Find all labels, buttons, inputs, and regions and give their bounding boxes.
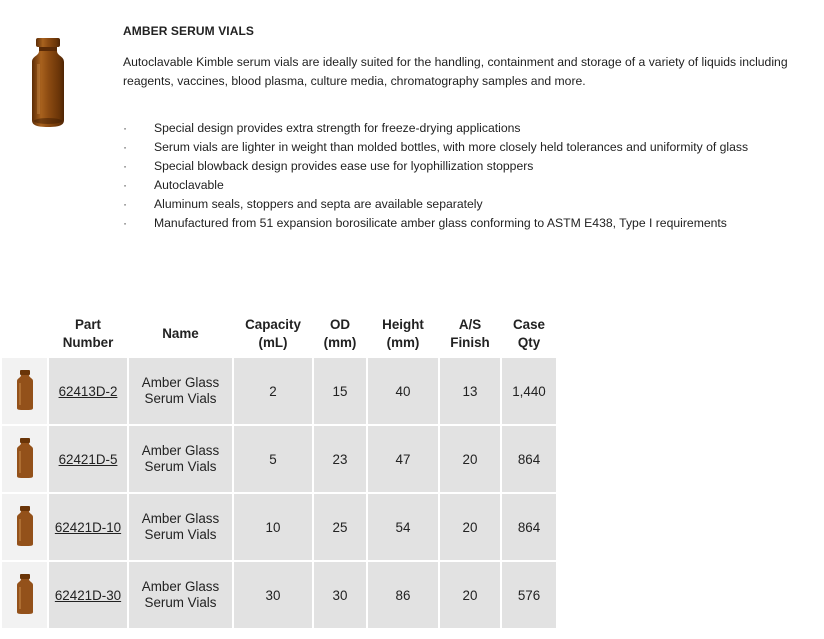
case-qty-cell: 864 bbox=[502, 494, 556, 560]
part-number-cell[interactable] bbox=[49, 358, 127, 424]
height-cell: 86 bbox=[368, 562, 438, 628]
header-name: Name bbox=[129, 312, 232, 356]
feature-text: Manufactured from 51 expansion borosilicate amber glass conforming to ASTM E438, Type I requirements bbox=[154, 216, 727, 230]
name-cell: Amber Glass Serum Vials bbox=[129, 562, 232, 628]
name-cell: Amber Glass Serum Vials bbox=[129, 426, 232, 492]
table-row bbox=[2, 358, 556, 424]
bullet: · bbox=[123, 121, 128, 135]
height-cell: 40 bbox=[368, 358, 438, 424]
list-item bbox=[123, 157, 748, 176]
name-cell: Amber Glass Serum Vials bbox=[129, 358, 232, 424]
vial-thumbnail-icon bbox=[2, 562, 47, 628]
list-item bbox=[123, 119, 748, 138]
part-number-link[interactable]: 62413D-2 bbox=[58, 383, 118, 399]
height-cell: 47 bbox=[368, 426, 438, 492]
header-thumbnail bbox=[2, 312, 47, 356]
header-part-number: Part Number bbox=[49, 312, 127, 356]
capacity-cell: 10 bbox=[234, 494, 312, 560]
bullet: · bbox=[123, 159, 128, 173]
page-title: AMBER SERUM VIALS bbox=[123, 24, 255, 38]
od-cell: 23 bbox=[314, 426, 366, 492]
od-cell: 15 bbox=[314, 358, 366, 424]
feature-text: Serum vials are lighter in weight than molded bottles, with more closely held tolerances and uniformity of glass bbox=[154, 140, 749, 154]
table-row bbox=[2, 562, 556, 628]
header-od: OD (mm) bbox=[314, 312, 366, 356]
part-number-link[interactable]: 62421D-30 bbox=[54, 587, 122, 603]
list-item bbox=[123, 138, 748, 157]
bullet: · bbox=[123, 216, 128, 230]
list-item bbox=[123, 176, 748, 195]
feature-text: Aluminum seals, stoppers and septa are available separately bbox=[154, 197, 483, 211]
case-qty-cell: 576 bbox=[502, 562, 556, 628]
bullet: · bbox=[123, 140, 128, 154]
vial-thumbnail-icon bbox=[2, 494, 47, 560]
table-row bbox=[2, 494, 556, 560]
feature-text: Special design provides extra strength for freeze-drying applications bbox=[154, 121, 521, 135]
product-description: Autoclavable Kimble serum vials are ideally suited for the handling, containment and storage of a variety of liquids including reagents, vaccines, blood plasma, culture media, chromatography samples and more. bbox=[123, 55, 788, 88]
table-row bbox=[2, 426, 556, 492]
header-as-finish: A/S Finish bbox=[440, 312, 500, 356]
bullet: · bbox=[123, 197, 128, 211]
vial-thumbnail-icon bbox=[2, 426, 47, 492]
vial-thumbnail-icon bbox=[2, 358, 47, 424]
list-item bbox=[123, 195, 748, 214]
part-number-link[interactable]: 62421D-5 bbox=[58, 451, 118, 467]
bullet: · bbox=[123, 178, 128, 192]
part-number-cell[interactable] bbox=[49, 562, 127, 628]
od-cell: 30 bbox=[314, 562, 366, 628]
header-capacity: Capacity (mL) bbox=[234, 312, 312, 356]
table-header-row bbox=[2, 312, 556, 356]
height-cell: 54 bbox=[368, 494, 438, 560]
capacity-cell: 5 bbox=[234, 426, 312, 492]
feature-list bbox=[123, 119, 748, 233]
as-finish-cell: 20 bbox=[440, 562, 500, 628]
feature-text: Special blowback design provides ease use for lyophillization stoppers bbox=[154, 159, 534, 173]
list-item bbox=[123, 214, 748, 233]
header-height: Height (mm) bbox=[368, 312, 438, 356]
part-number-cell[interactable] bbox=[49, 426, 127, 492]
capacity-cell: 2 bbox=[234, 358, 312, 424]
name-cell: Amber Glass Serum Vials bbox=[129, 494, 232, 560]
as-finish-cell: 13 bbox=[440, 358, 500, 424]
feature-text: Autoclavable bbox=[154, 178, 224, 192]
amber-vial-icon bbox=[26, 36, 70, 133]
product-spec-table bbox=[0, 310, 558, 630]
as-finish-cell: 20 bbox=[440, 494, 500, 560]
od-cell: 25 bbox=[314, 494, 366, 560]
part-number-link[interactable]: 62421D-10 bbox=[54, 519, 122, 535]
capacity-cell: 30 bbox=[234, 562, 312, 628]
part-number-cell[interactable] bbox=[49, 494, 127, 560]
as-finish-cell: 20 bbox=[440, 426, 500, 492]
header-case-qty: Case Qty bbox=[502, 312, 556, 356]
case-qty-cell: 1,440 bbox=[502, 358, 556, 424]
case-qty-cell: 864 bbox=[502, 426, 556, 492]
